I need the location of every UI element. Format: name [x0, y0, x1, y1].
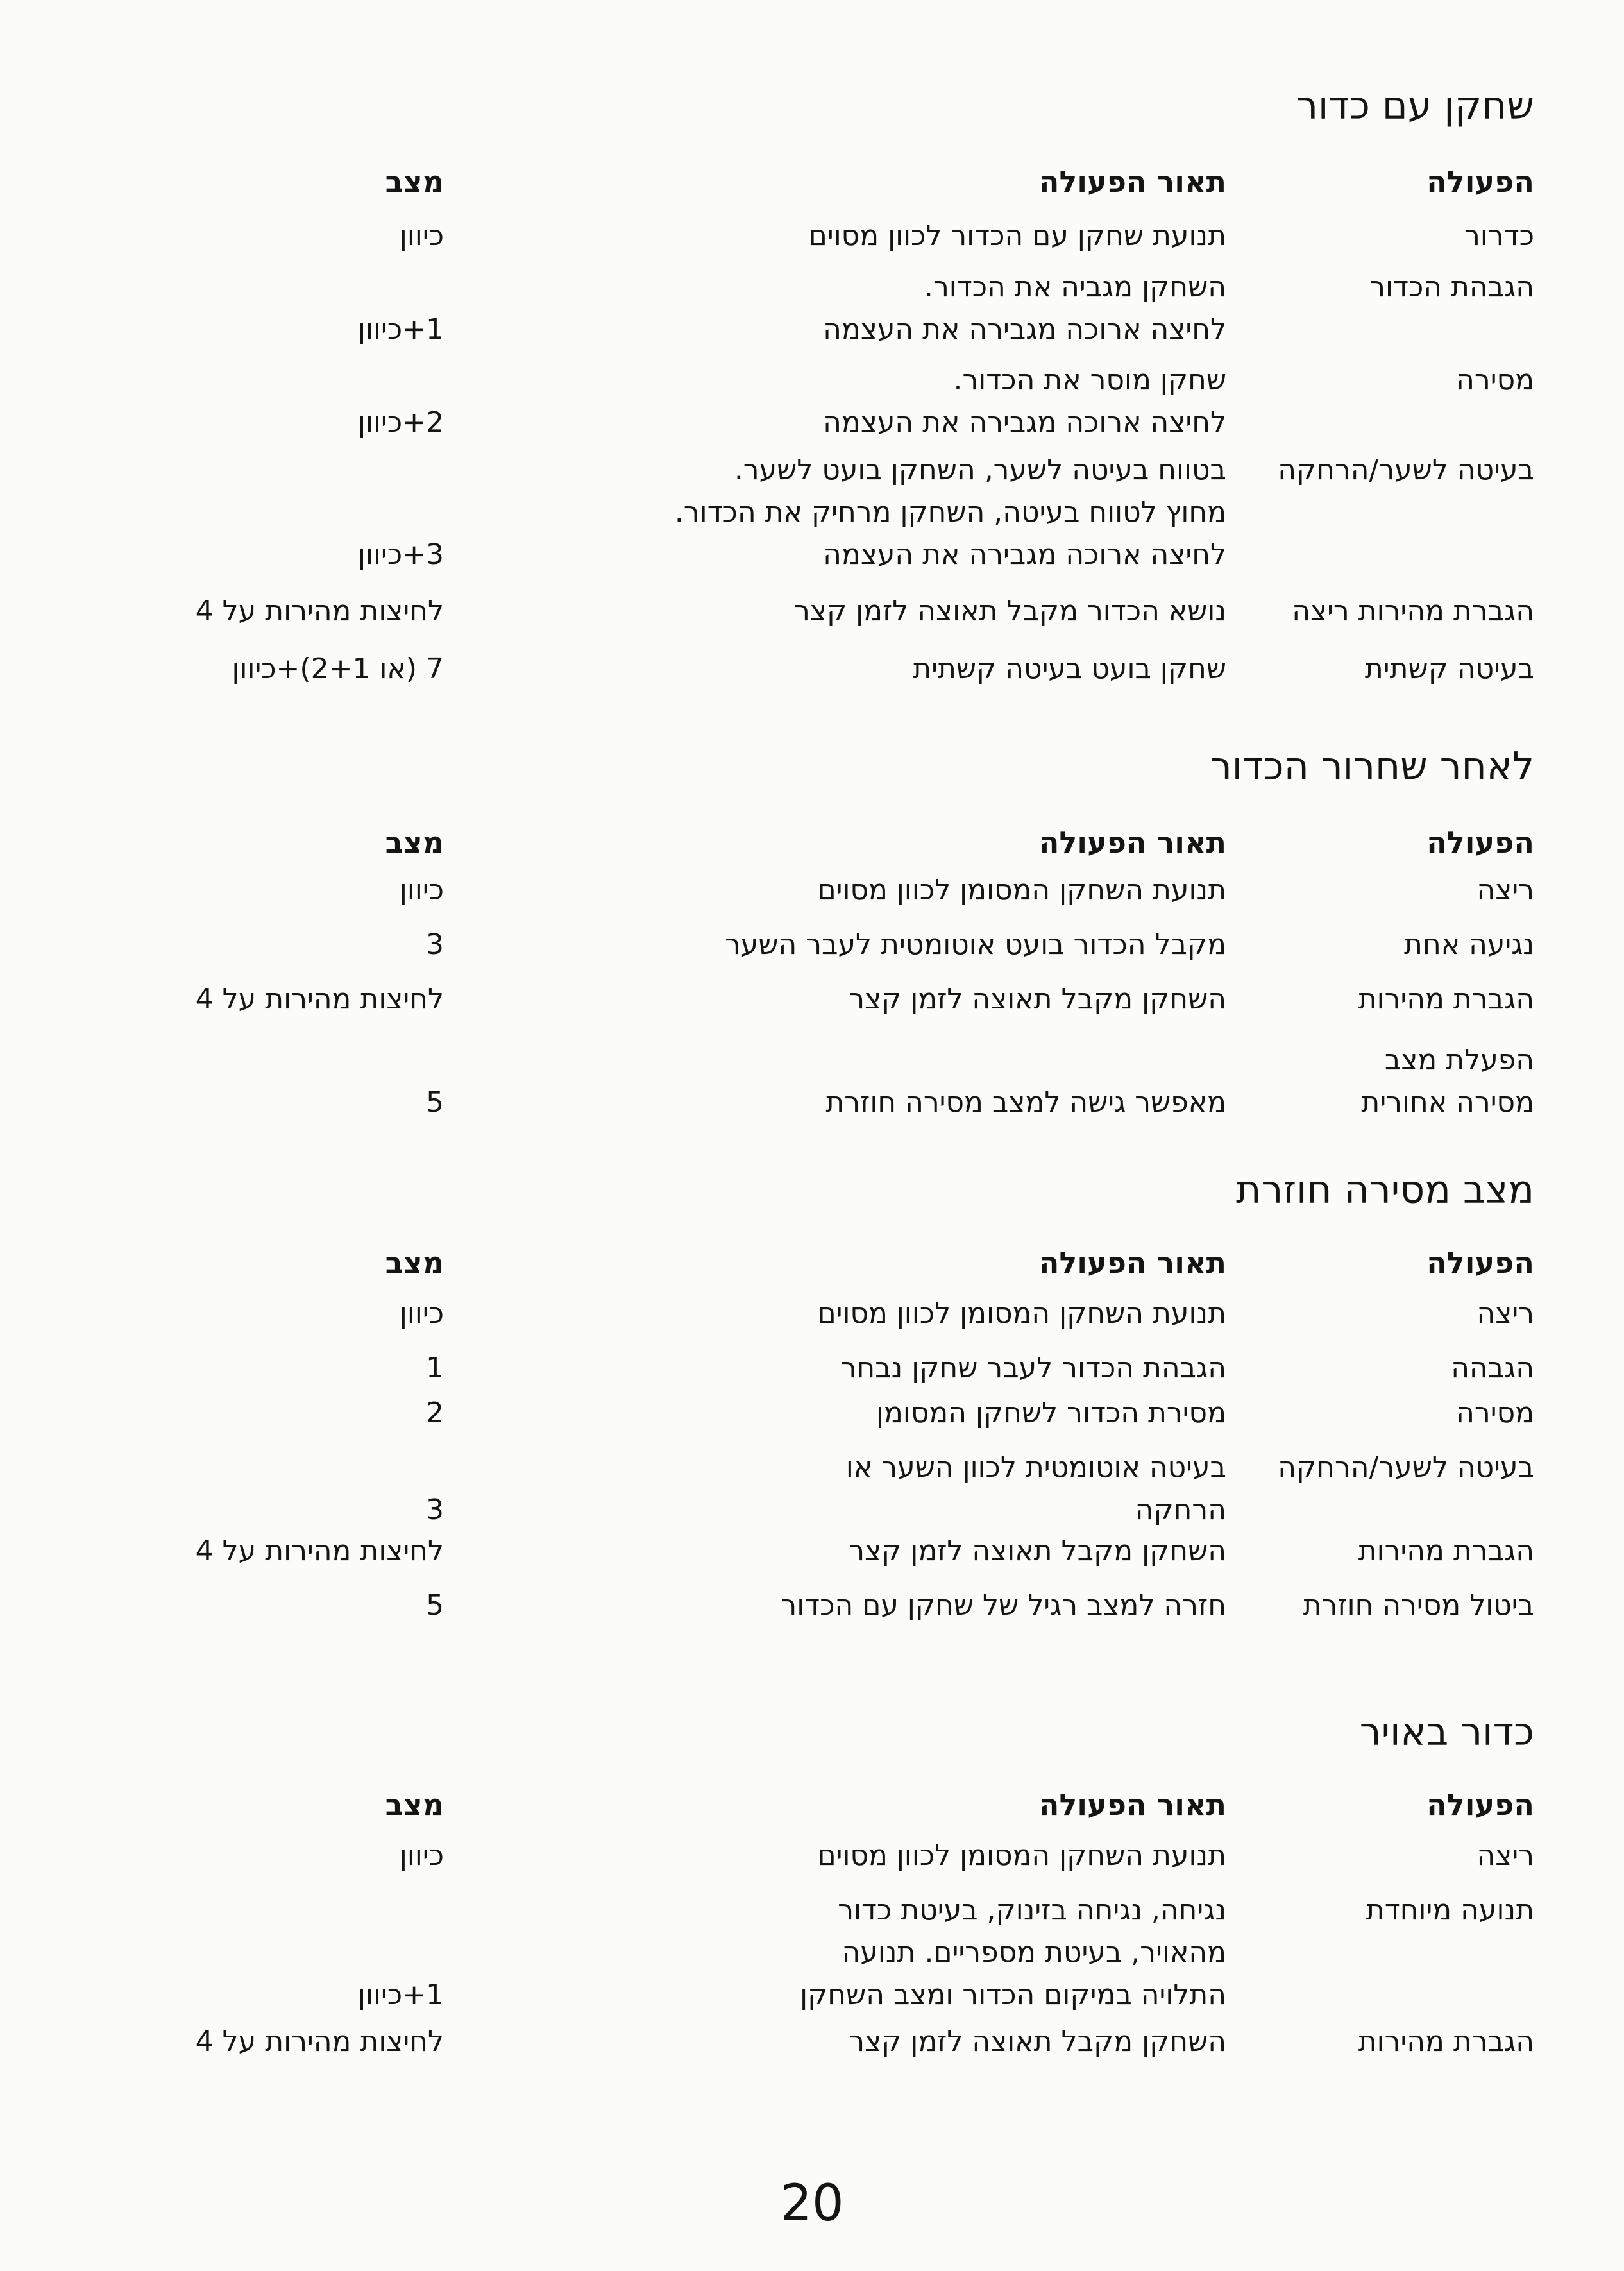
state-line: לחיצות מהירות על 4 [195, 595, 444, 627]
cell-state [85, 359, 444, 444]
header-state: מצב [385, 825, 444, 860]
cell-action [1265, 1293, 1534, 1335]
cell-action [1265, 590, 1534, 633]
page-number: 20 [780, 2175, 844, 2233]
cell-state [85, 869, 444, 912]
header-description: תאור הפעולה [1038, 1787, 1226, 1822]
cell-state [85, 1392, 444, 1434]
cell-description [579, 359, 1226, 444]
header-action: הפעולה [1426, 1245, 1534, 1280]
description-line: מסירת הכדור לשחקן המסומן [875, 1397, 1226, 1429]
description-line: חזרה למצב רגיל של שחקן עם הכדור [781, 1589, 1226, 1622]
action-line: מסירה [1456, 1397, 1534, 1429]
action-line: בעיטה קשתית [1364, 652, 1534, 685]
state-line [85, 1039, 444, 1082]
state-line: לחיצות מהירות על 4 [195, 1535, 444, 1567]
cell-state [85, 1347, 444, 1390]
header-action: הפעולה [1426, 1787, 1534, 1822]
cell-description [579, 1530, 1226, 1572]
cell-state [85, 1447, 444, 1531]
cell-state [85, 449, 444, 576]
cell-description [579, 648, 1226, 690]
action-line: ריצה [1476, 874, 1534, 906]
section-title: כדור באויר [1359, 1710, 1534, 1755]
action-line: הפעלת מצב [1384, 1044, 1534, 1076]
action-line: ריצה [1476, 1297, 1534, 1330]
action-line: הגברת מהירות ריצה [1292, 595, 1534, 627]
state-line [85, 266, 444, 309]
cell-action [1265, 1392, 1534, 1434]
description-line: מקבל הכדור בועט אוטומטית לעבר השער [724, 928, 1226, 961]
description-line: שחקן בועט בעיטה קשתית [913, 652, 1226, 685]
state-line: 1 [426, 1352, 444, 1384]
description-line: הרחקה [1135, 1493, 1226, 1526]
description-line: נושא הכדור מקבל תאוצה לזמן קצר [794, 595, 1226, 627]
cell-state [85, 2021, 444, 2063]
state-line: כיוון [399, 874, 444, 906]
cell-description [579, 449, 1226, 576]
state-line: 7 (או 2+1)+כיוון [232, 652, 444, 685]
state-line [85, 1447, 444, 1489]
action-line: הגברת מהירות [1358, 1535, 1534, 1567]
cell-description [579, 1039, 1226, 1124]
cell-state [85, 924, 444, 966]
state-line [85, 1932, 444, 1974]
description-line: שחקן מוסר את הכדור. [953, 364, 1226, 396]
description-line: השחקן מקבל תאוצה לזמן קצר [849, 1535, 1226, 1567]
action-line: נגיעה אחת [1404, 928, 1534, 961]
cell-action [1265, 924, 1534, 966]
cell-state [85, 978, 444, 1021]
state-line: 2 [426, 1397, 444, 1429]
cell-action [1265, 215, 1534, 257]
cell-action [1265, 449, 1534, 491]
action-line: הגברת מהירות [1358, 2025, 1534, 2058]
action-line: הגבהת הכדור [1369, 271, 1534, 303]
action-line: ריצה [1476, 1839, 1534, 1872]
action-line: כדרור [1464, 219, 1534, 252]
header-state: מצב [385, 1245, 444, 1280]
state-line: 3 [426, 928, 444, 961]
state-line: 2+כיוון [358, 406, 444, 439]
cell-action [1265, 978, 1534, 1021]
state-line: 1+כיוון [358, 1978, 444, 2011]
state-line: 3+כיוון [358, 538, 444, 571]
state-line: 5 [426, 1589, 444, 1622]
action-line: תנועה מיוחדת [1366, 1894, 1534, 1927]
cell-action [1265, 1585, 1534, 1627]
state-line: כיוון [399, 1297, 444, 1330]
cell-action [1265, 1039, 1534, 1124]
cell-state [85, 1530, 444, 1572]
cell-description [579, 1293, 1226, 1335]
header-description: תאור הפעולה [1038, 1245, 1226, 1280]
header-action: הפעולה [1426, 164, 1534, 199]
cell-state [85, 215, 444, 257]
description-line: התלויה במיקום הכדור ומצב השחקן [800, 1978, 1226, 2011]
action-line: מסירה [1456, 364, 1534, 396]
state-line: 1+כיוון [358, 313, 444, 346]
cell-state [85, 266, 444, 351]
action-line: בעיטה לשער/הרחקה [1278, 1451, 1534, 1484]
description-line: לחיצה ארוכה מגבירה את העצמה [823, 538, 1226, 571]
cell-action [1265, 2021, 1534, 2063]
state-line [85, 1889, 444, 1932]
cell-action [1265, 1889, 1534, 1932]
description-line: תנועת השחקן המסומן לכוון מסוים [817, 874, 1226, 906]
cell-description [579, 2021, 1226, 2063]
cell-action [1265, 1835, 1534, 1877]
action-line: ביטול מסירה חוזרת [1303, 1589, 1534, 1622]
state-line [85, 449, 444, 491]
cell-description [579, 1347, 1226, 1390]
cell-description [579, 266, 1226, 351]
section-title: שחקן עם כדור [1296, 83, 1534, 128]
state-line: כיוון [399, 219, 444, 252]
action-line: הגבהה [1451, 1352, 1534, 1384]
cell-description [579, 869, 1226, 912]
header-state: מצב [385, 1787, 444, 1822]
state-line: כיוון [399, 1839, 444, 1872]
description-line: בעיטה אוטומטית לכוון השער או [845, 1451, 1226, 1484]
cell-description [579, 1835, 1226, 1877]
cell-description [579, 215, 1226, 257]
cell-description [579, 590, 1226, 633]
cell-state [85, 590, 444, 633]
state-line [85, 359, 444, 402]
description-line: השחקן מקבל תאוצה לזמן קצר [849, 983, 1226, 1016]
action-line: הגברת מהירות [1358, 983, 1534, 1016]
cell-action [1265, 266, 1534, 309]
description-line: לחיצה ארוכה מגבירה את העצמה [823, 313, 1226, 346]
description-line: מחוץ לטווח בעיטה, השחקן מרחיק את הכדור. [674, 496, 1226, 529]
cell-action [1265, 869, 1534, 912]
description-line: מהאויר, בעיטת מספריים. תנועה [842, 1936, 1226, 1969]
cell-action [1265, 1447, 1534, 1489]
section-title: מצב מסירה חוזרת [1236, 1168, 1534, 1212]
state-line: 3 [426, 1493, 444, 1526]
state-line: לחיצות מהירות על 4 [195, 2025, 444, 2058]
cell-state [85, 648, 444, 690]
description-line: תנועת השחקן המסומן לכוון מסוים [817, 1839, 1226, 1872]
description-line: השחקן מקבל תאוצה לזמן קצר [849, 2025, 1226, 2058]
cell-action [1265, 648, 1534, 690]
cell-description [579, 978, 1226, 1021]
cell-action [1265, 1530, 1534, 1572]
cell-description [579, 1585, 1226, 1627]
description-line: נגיחה, נגיחה בזינוק, בעיטת כדור [838, 1894, 1226, 1927]
cell-state [85, 1039, 444, 1124]
cell-description [579, 1392, 1226, 1434]
cell-state [85, 1585, 444, 1627]
cell-state [85, 1293, 444, 1335]
section-title: לאחר שחרור הכדור [1210, 744, 1534, 789]
header-description: תאור הפעולה [1038, 164, 1226, 199]
description-line: תנועת שחקן עם הכדור לכוון מסוים [808, 219, 1226, 252]
cell-state [85, 1835, 444, 1877]
header-state: מצב [385, 164, 444, 199]
description-line: בטווח בעיטה לשער, השחקן בועט לשער. [734, 454, 1226, 486]
action-line: מסירה אחורית [1361, 1086, 1534, 1119]
header-description: תאור הפעולה [1038, 825, 1226, 860]
description-line [579, 1039, 1226, 1082]
cell-action [1265, 1347, 1534, 1390]
description-line: תנועת השחקן המסומן לכוון מסוים [817, 1297, 1226, 1330]
description-line: לחיצה ארוכה מגבירה את העצמה [823, 406, 1226, 439]
cell-description [579, 1447, 1226, 1531]
cell-state [85, 1889, 444, 2016]
description-line: מאפשר גישה למצב מסירה חוזרת [825, 1086, 1226, 1119]
description-line: השחקן מגביה את הכדור. [924, 271, 1226, 303]
state-line: לחיצות מהירות על 4 [195, 983, 444, 1016]
action-line: בעיטה לשער/הרחקה [1278, 454, 1534, 486]
header-action: הפעולה [1426, 825, 1534, 860]
cell-description [579, 1889, 1226, 2016]
description-line: הגבהת הכדור לעבר שחקן נבחר [840, 1352, 1226, 1384]
cell-action [1265, 359, 1534, 402]
state-line [85, 491, 444, 534]
cell-description [579, 924, 1226, 966]
state-line: 5 [426, 1086, 444, 1119]
